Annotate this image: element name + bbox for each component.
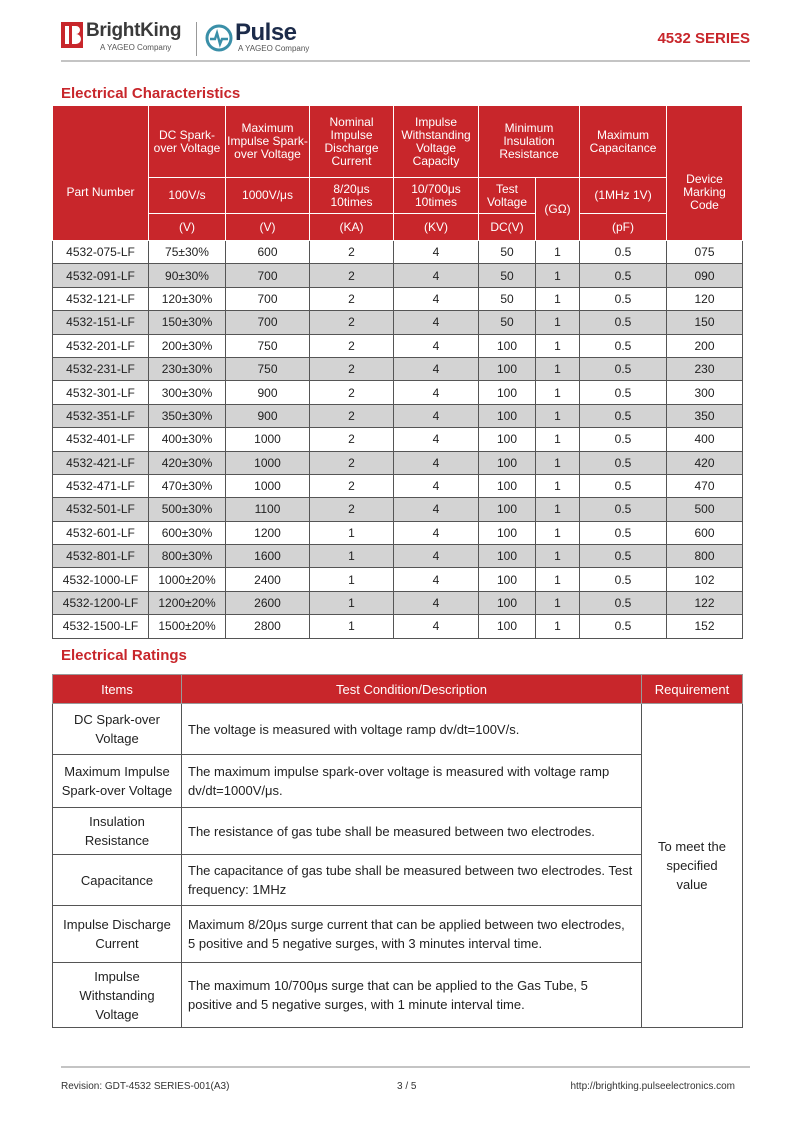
table-row xyxy=(53,357,743,380)
pulse-logo-text: Pulse xyxy=(235,19,297,46)
unit-withstanding: (KV) xyxy=(394,214,479,241)
part-number-cell: 4532-201-LF xyxy=(53,334,149,357)
table-cell: 2 xyxy=(310,381,394,404)
table-cell: 0.5 xyxy=(580,311,667,334)
table-cell: 2400 xyxy=(226,568,310,591)
table-cell: 2800 xyxy=(226,615,310,638)
table-cell: 102 xyxy=(667,568,743,591)
table-cell: 470 xyxy=(667,474,743,497)
table-cell: 700 xyxy=(226,287,310,310)
table-cell: 900 xyxy=(226,404,310,427)
rating-item: Maximum Impulse Spark-over Voltage xyxy=(53,755,182,808)
table-row xyxy=(53,287,743,310)
rating-item: Impulse Discharge Current xyxy=(53,906,182,963)
table-cell: 4 xyxy=(394,521,479,544)
table-cell: 0.5 xyxy=(580,545,667,568)
table-cell: 1 xyxy=(536,615,580,638)
unit-discharge: (KA) xyxy=(310,214,394,241)
table-cell: 1 xyxy=(536,381,580,404)
table-cell: 75±30% xyxy=(149,241,226,264)
table-cell: 2 xyxy=(310,357,394,380)
table-cell: 50 xyxy=(479,241,536,264)
table-cell: 100 xyxy=(479,334,536,357)
table-cell: 1 xyxy=(536,241,580,264)
table-cell: 0.5 xyxy=(580,287,667,310)
unit-impulse: (V) xyxy=(226,214,310,241)
cond-impulse: 1000V/μs xyxy=(226,178,310,214)
table-cell: 1 xyxy=(310,521,394,544)
table-cell: 420±30% xyxy=(149,451,226,474)
col-marking-code: Device Marking Code xyxy=(667,106,743,241)
col-description: Test Condition/Description xyxy=(182,675,642,704)
table-cell: 2 xyxy=(310,404,394,427)
table-cell: 090 xyxy=(667,264,743,287)
col-part-number: Part Number xyxy=(53,106,149,241)
table-cell: 0.5 xyxy=(580,381,667,404)
table-cell: 100 xyxy=(479,615,536,638)
table-cell: 4 xyxy=(394,264,479,287)
table-cell: 2 xyxy=(310,241,394,264)
table-row xyxy=(53,474,743,497)
table-row xyxy=(53,568,743,591)
table-cell: 4 xyxy=(394,381,479,404)
table-cell: 1 xyxy=(310,615,394,638)
table-cell: 700 xyxy=(226,264,310,287)
col-max-capacitance: Maximum Capacitance xyxy=(580,106,667,178)
rating-requirement: To meet the specified value xyxy=(642,704,743,1028)
table-cell: 750 xyxy=(226,357,310,380)
table-cell: 0.5 xyxy=(580,334,667,357)
table-cell: 100 xyxy=(479,381,536,404)
table-cell: 600 xyxy=(667,521,743,544)
part-number-cell: 4532-301-LF xyxy=(53,381,149,404)
table-cell: 230±30% xyxy=(149,357,226,380)
footer-revision: Revision: GDT-4532 SERIES-001(A3) xyxy=(61,1081,230,1092)
electrical-characteristics-table xyxy=(52,105,743,639)
table-cell: 2 xyxy=(310,498,394,521)
part-number-cell: 4532-151-LF xyxy=(53,311,149,334)
table-cell: 4 xyxy=(394,287,479,310)
unit-capacitance: (pF) xyxy=(580,214,667,241)
electrical-characteristics-title: Electrical Characteristics xyxy=(61,85,241,102)
table-cell: 100 xyxy=(479,404,536,427)
table-cell: 075 xyxy=(667,241,743,264)
table-cell: 0.5 xyxy=(580,474,667,497)
table-cell: 700 xyxy=(226,311,310,334)
col-max-impulse: Maximum Impulse Spark-over Voltage xyxy=(226,106,310,178)
cond-withstanding: 10/700μs 10times xyxy=(394,178,479,214)
table-cell: 1 xyxy=(536,521,580,544)
table-cell: 470±30% xyxy=(149,474,226,497)
table-row xyxy=(53,545,743,568)
table-row xyxy=(53,264,743,287)
table-cell: 300±30% xyxy=(149,381,226,404)
table-row xyxy=(53,521,743,544)
table-cell: 1 xyxy=(536,474,580,497)
table-row xyxy=(53,334,743,357)
table-cell: 400 xyxy=(667,428,743,451)
table-cell: 1 xyxy=(310,545,394,568)
table-row xyxy=(53,615,743,638)
table-cell: 0.5 xyxy=(580,498,667,521)
table-cell: 100 xyxy=(479,451,536,474)
table-cell: 1000 xyxy=(226,474,310,497)
rating-item: DC Spark-over Voltage xyxy=(53,704,182,755)
table-cell: 200±30% xyxy=(149,334,226,357)
table-cell: 500 xyxy=(667,498,743,521)
table-row xyxy=(53,404,743,427)
table-cell: 1 xyxy=(310,568,394,591)
table-row xyxy=(53,381,743,404)
part-number-cell: 4532-1000-LF xyxy=(53,568,149,591)
table-row xyxy=(53,428,743,451)
table-cell: 1 xyxy=(310,591,394,614)
table-cell: 500±30% xyxy=(149,498,226,521)
table-cell: 1 xyxy=(536,568,580,591)
table-cell: 800 xyxy=(667,545,743,568)
table-cell: 0.5 xyxy=(580,568,667,591)
unit-test-voltage: DC(V) xyxy=(479,214,536,241)
table-cell: 1 xyxy=(536,404,580,427)
part-number-cell: 4532-091-LF xyxy=(53,264,149,287)
table-cell: 4 xyxy=(394,498,479,521)
electrical-ratings-table xyxy=(52,674,743,1028)
table-cell: 1 xyxy=(536,591,580,614)
series-title: 4532 SERIES xyxy=(657,30,750,47)
table-cell: 0.5 xyxy=(580,404,667,427)
table-cell: 100 xyxy=(479,474,536,497)
table-cell: 1500±20% xyxy=(149,615,226,638)
col-items: Items xyxy=(53,675,182,704)
table-cell: 150±30% xyxy=(149,311,226,334)
table-row xyxy=(53,591,743,614)
table-cell: 750 xyxy=(226,334,310,357)
part-number-cell: 4532-471-LF xyxy=(53,474,149,497)
footer-url[interactable]: http://brightking.pulseelectronics.com xyxy=(570,1081,735,1092)
rating-description: The voltage is measured with voltage ramp dv/dt=100V/s. xyxy=(182,704,642,755)
table-cell: 50 xyxy=(479,287,536,310)
table-cell: 50 xyxy=(479,311,536,334)
table-cell: 4 xyxy=(394,615,479,638)
table-cell: 100 xyxy=(479,545,536,568)
table-cell: 800±30% xyxy=(149,545,226,568)
logo-separator xyxy=(196,22,197,56)
table-cell: 600 xyxy=(226,241,310,264)
unit-dc: (V) xyxy=(149,214,226,241)
table-cell: 0.5 xyxy=(580,241,667,264)
unit-gohm: (GΩ) xyxy=(536,178,580,241)
table-cell: 100 xyxy=(479,521,536,544)
table-cell: 4 xyxy=(394,545,479,568)
header-divider xyxy=(61,60,750,62)
table-cell: 1000 xyxy=(226,428,310,451)
table-cell: 4 xyxy=(394,241,479,264)
table-cell: 1 xyxy=(536,545,580,568)
part-number-cell: 4532-075-LF xyxy=(53,241,149,264)
table-cell: 0.5 xyxy=(580,615,667,638)
table-cell: 1 xyxy=(536,451,580,474)
table-cell: 1 xyxy=(536,334,580,357)
table-cell: 1 xyxy=(536,264,580,287)
table-cell: 2 xyxy=(310,451,394,474)
rating-item: Insulation Resistance xyxy=(53,808,182,855)
table-cell: 100 xyxy=(479,428,536,451)
table-cell: 152 xyxy=(667,615,743,638)
electrical-characteristics-body xyxy=(53,241,743,639)
table-cell: 2 xyxy=(310,311,394,334)
part-number-cell: 4532-601-LF xyxy=(53,521,149,544)
table-cell: 1100 xyxy=(226,498,310,521)
part-number-cell: 4532-421-LF xyxy=(53,451,149,474)
table-cell: 120±30% xyxy=(149,287,226,310)
table-cell: 1200 xyxy=(226,521,310,544)
table-cell: 420 xyxy=(667,451,743,474)
brightking-logo-text: BrightKing xyxy=(86,20,182,41)
part-number-cell: 4532-801-LF xyxy=(53,545,149,568)
table-cell: 1 xyxy=(536,357,580,380)
table-cell: 100 xyxy=(479,568,536,591)
table-cell: 100 xyxy=(479,591,536,614)
rating-description: The capacitance of gas tube shall be measured between two electrodes. Test frequency: 1MHz xyxy=(182,855,642,906)
table-cell: 100 xyxy=(479,357,536,380)
table-cell: 122 xyxy=(667,591,743,614)
table-row xyxy=(53,311,743,334)
table-cell: 400±30% xyxy=(149,428,226,451)
cond-test-voltage: Test Voltage xyxy=(479,178,536,214)
table-cell: 1 xyxy=(536,311,580,334)
rating-description: The maximum 10/700μs surge that can be applied to the Gas Tube, 5 positive and 5 negative surges, with 1 minute interval time. xyxy=(182,963,642,1028)
part-number-cell: 4532-401-LF xyxy=(53,428,149,451)
table-cell: 1000±20% xyxy=(149,568,226,591)
table-cell: 1200±20% xyxy=(149,591,226,614)
table-cell: 900 xyxy=(226,381,310,404)
table-row xyxy=(53,451,743,474)
table-row xyxy=(53,241,743,264)
table-cell: 1600 xyxy=(226,545,310,568)
table-cell: 2 xyxy=(310,474,394,497)
pulse-logo-subtitle: A YAGEO Company xyxy=(238,44,310,53)
table-cell: 200 xyxy=(667,334,743,357)
col-dc-spark: DC Spark-over Voltage xyxy=(149,106,226,178)
footer-page-number: 3 / 5 xyxy=(397,1081,417,1092)
col-min-insulation: Minimum Insulation Resistance xyxy=(479,106,580,178)
table-cell: 0.5 xyxy=(580,521,667,544)
rating-description: The maximum impulse spark-over voltage is measured with voltage ramp dv/dt=1000V/μs. xyxy=(182,755,642,808)
cond-capacitance: (1MHz 1V) xyxy=(580,178,667,214)
part-number-cell: 4532-231-LF xyxy=(53,357,149,380)
table-cell: 2 xyxy=(310,428,394,451)
part-number-cell: 4532-351-LF xyxy=(53,404,149,427)
table-cell: 1000 xyxy=(226,451,310,474)
table-cell: 4 xyxy=(394,428,479,451)
table-cell: 2 xyxy=(310,287,394,310)
col-nominal-discharge: Nominal Impulse Discharge Current xyxy=(310,106,394,178)
table-cell: 2 xyxy=(310,334,394,357)
electrical-ratings-title: Electrical Ratings xyxy=(61,647,187,664)
table-cell: 150 xyxy=(667,311,743,334)
table-cell: 1 xyxy=(536,287,580,310)
rating-item: Capacitance xyxy=(53,855,182,906)
table-cell: 4 xyxy=(394,404,479,427)
table-cell: 4 xyxy=(394,334,479,357)
table-cell: 0.5 xyxy=(580,591,667,614)
table-cell: 4 xyxy=(394,591,479,614)
rating-description: Maximum 8/20μs surge current that can be applied between two electrodes, 5 positive and 5 negative surges, with 3 minutes interval time. xyxy=(182,906,642,963)
part-number-cell: 4532-121-LF xyxy=(53,287,149,310)
footer-divider xyxy=(61,1066,750,1068)
table-cell: 4 xyxy=(394,357,479,380)
col-requirement: Requirement xyxy=(642,675,743,704)
table-cell: 350±30% xyxy=(149,404,226,427)
table-cell: 1 xyxy=(536,428,580,451)
table-cell: 600±30% xyxy=(149,521,226,544)
cond-dc: 100V/s xyxy=(149,178,226,214)
rating-item: Impulse Withstanding Voltage xyxy=(53,963,182,1028)
table-cell: 1 xyxy=(536,498,580,521)
table-cell: 90±30% xyxy=(149,264,226,287)
part-number-cell: 4532-1500-LF xyxy=(53,615,149,638)
table-cell: 0.5 xyxy=(580,264,667,287)
brightking-logo-icon xyxy=(61,22,83,48)
table-cell: 2 xyxy=(310,264,394,287)
table-cell: 120 xyxy=(667,287,743,310)
brightking-logo-subtitle: A YAGEO Company xyxy=(100,43,172,52)
table-row xyxy=(53,498,743,521)
table-cell: 0.5 xyxy=(580,428,667,451)
col-impulse-withstanding: Impulse Withstanding Voltage Capacity xyxy=(394,106,479,178)
table-cell: 2600 xyxy=(226,591,310,614)
table-cell: 4 xyxy=(394,474,479,497)
rating-description: The resistance of gas tube shall be measured between two electrodes. xyxy=(182,808,642,855)
table-cell: 4 xyxy=(394,311,479,334)
table-cell: 0.5 xyxy=(580,451,667,474)
pulse-logo-icon xyxy=(205,24,233,52)
table-cell: 4 xyxy=(394,451,479,474)
table-cell: 300 xyxy=(667,381,743,404)
part-number-cell: 4532-501-LF xyxy=(53,498,149,521)
cond-discharge: 8/20μs 10times xyxy=(310,178,394,214)
table-cell: 50 xyxy=(479,264,536,287)
table-cell: 100 xyxy=(479,498,536,521)
part-number-cell: 4532-1200-LF xyxy=(53,591,149,614)
table-cell: 0.5 xyxy=(580,357,667,380)
table-cell: 350 xyxy=(667,404,743,427)
table-cell: 4 xyxy=(394,568,479,591)
table-cell: 230 xyxy=(667,357,743,380)
